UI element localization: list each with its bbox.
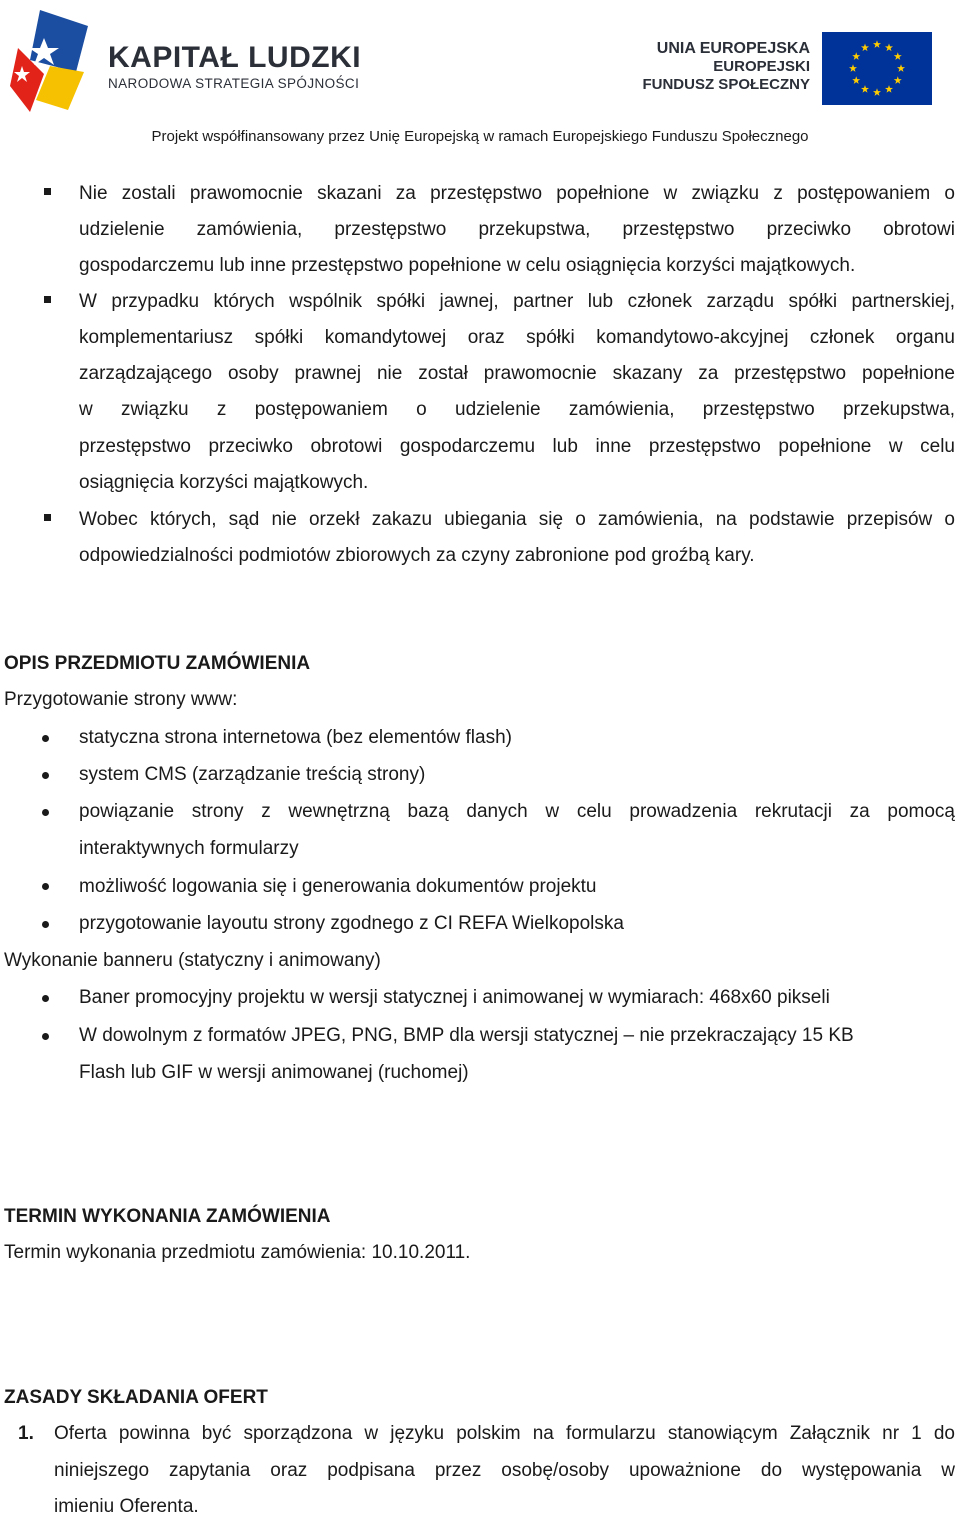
- zasady-item-1-line-1: Oferta powinna być sporządzona w języku polskim na formularzu stanowiącym Załącznik nr 1 do: [54, 1423, 955, 1444]
- banner-intro: Wykonanie banneru (statyczny i animowany): [4, 950, 381, 971]
- eu-flag-icon: [822, 32, 932, 105]
- condition-3-line-1: Wobec których, sąd nie orzekł zakazu ubiegania się o zamówienia, na podstawie przepisów o: [79, 509, 955, 530]
- funding-note: Projekt współfinansowany przez Unię Europejską w ramach Europejskiego Funduszu Społecznego: [151, 128, 809, 145]
- condition-1-line-2: udzielenie zamówienia, przestępstwo przekupstwa, przestępstwo przeciwko obrotowi: [79, 219, 955, 240]
- section-heading-zasady: ZASADY SKŁADANIA OFERT: [4, 1387, 268, 1408]
- square-bullet-icon: [44, 514, 51, 521]
- kapital-ludzki-logo: [10, 8, 90, 118]
- round-bullet-icon: [42, 735, 49, 742]
- round-bullet-icon: [42, 772, 49, 779]
- banner-item-continuation: Flash lub GIF w wersji animowanej (ruchomej): [79, 1062, 469, 1083]
- eu-line-2: EUROPEJSKI: [713, 58, 810, 75]
- www-item: system CMS (zarządzanie treścią strony): [79, 764, 426, 785]
- condition-2-line-6: osiągnięcia korzyści majątkowych.: [79, 472, 369, 493]
- kapital-ludzki-wordmark: [108, 42, 361, 93]
- banner-item: Baner promocyjny projektu w wersji statycznej i animowanej w wymiarach: 468x60 pikseli: [79, 987, 830, 1008]
- condition-1-line-3: gospodarczemu lub inne przestępstwo popełnione w celu osiągnięcia korzyści majątkowych.: [79, 255, 856, 276]
- condition-2-line-4: w związku z postępowaniem o udzielenie zamówienia, przestępstwo przekupstwa,: [79, 399, 955, 420]
- condition-2-line-3: zarządzającego osoby prawnej nie został prawomocnie skazany za przestępstwo popełnione: [79, 363, 955, 384]
- kl-subtitle: NARODOWA STRATEGIA SPÓJNOŚCI: [108, 76, 360, 91]
- zasady-item-1-line-3: imieniu Oferenta.: [54, 1496, 199, 1517]
- condition-2-line-1: W przypadku których wspólnik spółki jawnej, partner lub członek zarządu spółki partnerskiej,: [79, 291, 955, 312]
- zasady-item-1-line-2: niniejszego zapytania oraz podpisana przez osobę/osoby upoważnione do występowania w: [54, 1460, 955, 1481]
- list-number: 1.: [18, 1423, 34, 1444]
- www-item: możliwość logowania się i generowania dokumentów projektu: [79, 876, 597, 897]
- page-header: [0, 0, 960, 160]
- section-heading-termin: TERMIN WYKONANIA ZAMÓWIENIA: [4, 1206, 331, 1227]
- round-bullet-icon: [42, 995, 49, 1002]
- section-heading-opis: OPIS PRZEDMIOTU ZAMÓWIENIA: [4, 653, 311, 674]
- round-bullet-icon: [42, 1033, 49, 1040]
- www-item: statyczna strona internetowa (bez elementów flash): [79, 727, 512, 748]
- kl-title: KAPITAŁ LUDZKI: [108, 41, 362, 74]
- www-item: powiązanie strony z wewnętrzną bazą danych w celu prowadzenia rekrutacji za pomocą: [79, 801, 955, 822]
- condition-2-line-5: przestępstwo przeciwko obrotowi gospodarczemu lub inne przestępstwo popełnione w celu: [79, 436, 955, 457]
- eu-wordmark: [642, 40, 810, 94]
- condition-2-line-2: komplementariusz spółki komandytowej oraz spółki komandytowo-akcyjnej członek organu: [79, 327, 955, 348]
- round-bullet-icon: [42, 883, 49, 890]
- condition-3-line-2: odpowiedzialności podmiotów zbiorowych za czyny zabronione pod groźbą kary.: [79, 545, 755, 566]
- round-bullet-icon: [42, 921, 49, 928]
- square-bullet-icon: [44, 296, 51, 303]
- termin-text: Termin wykonania przedmiotu zamówienia: 10.10.2011.: [4, 1242, 471, 1263]
- eu-line-1: UNIA EUROPEJSKA: [656, 40, 810, 57]
- www-item: przygotowanie layoutu strony zgodnego z CI REFA Wielkopolska: [79, 913, 624, 934]
- round-bullet-icon: [42, 809, 49, 816]
- condition-1-line-1: Nie zostali prawomocnie skazani za przestępstwo popełnione w związku z postępowaniem o: [79, 183, 955, 204]
- square-bullet-icon: [44, 188, 51, 195]
- banner-item: W dowolnym z formatów JPEG, PNG, BMP dla wersji statycznej – nie przekraczający 15 KB: [79, 1025, 854, 1046]
- www-item-continuation: interaktywnych formularzy: [79, 838, 299, 859]
- eu-line-3: FUNDUSZ SPOŁECZNY: [642, 76, 810, 93]
- opis-intro: Przygotowanie strony www:: [4, 689, 238, 710]
